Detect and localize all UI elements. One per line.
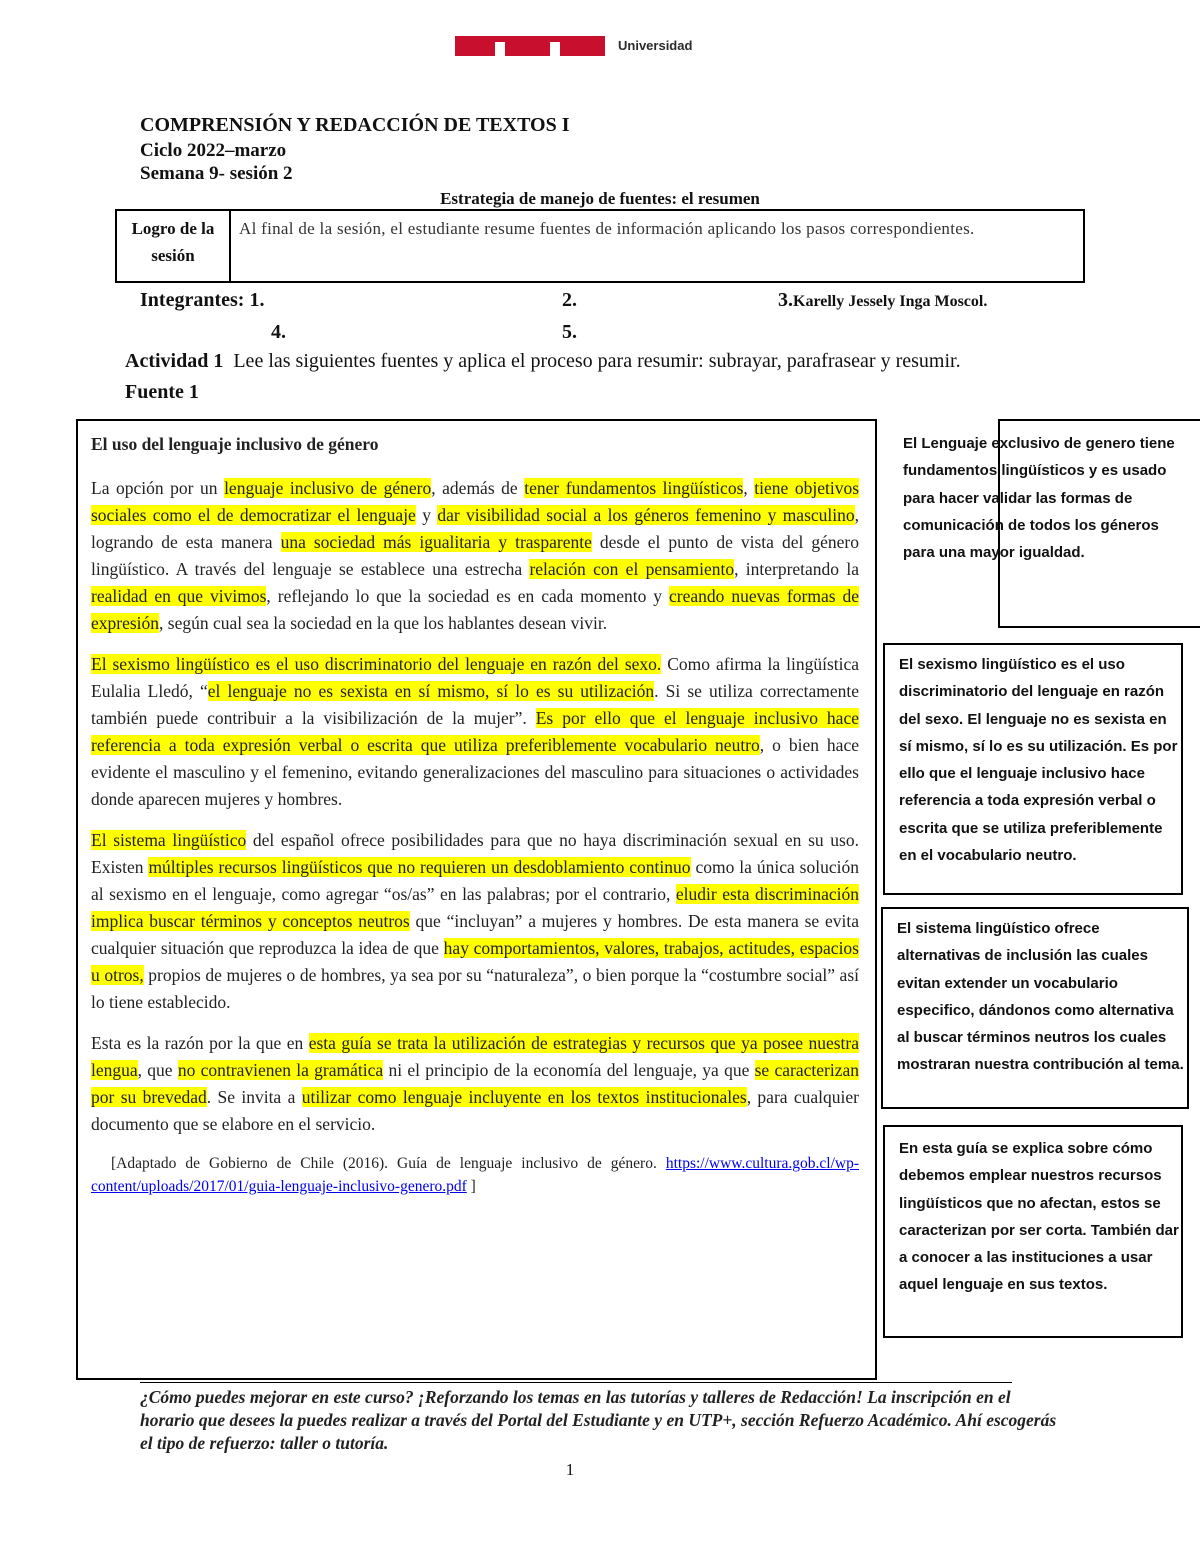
reference-close: ] (466, 1178, 476, 1195)
paragraph-text: , logrando de esta manera (91, 505, 860, 552)
summary-4: En esta guía se explica sobre cómo debemos emplear nuestros recursos lingüísticos que no afectan, estos se caracterizan por ser corta. También dar a conocer a las instituciones a usar aquel lenguaje en sus textos. (883, 1125, 1183, 1338)
highlighted-text: creando nuevas formas de expresión (91, 586, 859, 633)
paragraph-text: propios de mujeres o de hombres, ya sea por su “naturaleza”, o bien porque la “costumbre social” así lo tiene establecido. (91, 965, 859, 1012)
summary-1: El Lenguaje exclusivo de genero tiene fundamentos lingüísticos y es usado para hacer validar las formas de comunicación de todos los géneros para una mayor igualdad. (903, 435, 1175, 562)
highlighted-text: El sexismo lingüístico es el uso discriminatorio del lenguaje en razón del sexo. (91, 654, 662, 674)
source-label: Fuente 1 (125, 381, 199, 403)
member-2-number: 2. (562, 289, 577, 311)
logo-text: Universidad (618, 38, 693, 53)
week-session: Semana 9- sesión 2 (140, 163, 293, 184)
source-paragraph (91, 475, 859, 637)
paragraph-text: Esta es la razón por la que en (91, 1033, 309, 1053)
highlighted-text: relación con el pensamiento (529, 559, 735, 579)
footer-note: ¿Cómo puedes mejorar en este curso? ¡Reforzando los temas en las tutorías y talleres de Redacción! La inscripción en el horario que desees la puedes realizar a través del Portal del Estudiante y en UTP+, sección Refuerzo Académico. Ahí escogerás el tipo de refuerzo: taller o tutoría. (140, 1387, 1057, 1453)
highlighted-text: tiene objetivos sociales como el de democratizar el lenguaje (91, 478, 860, 525)
paragraph-text: . Se invita a (206, 1087, 302, 1107)
highlighted-text: hay comportamientos, valores, trabajos, actitudes, espacios u otros, (91, 938, 859, 985)
source-paragraph (91, 651, 859, 813)
source-reference (91, 1152, 859, 1198)
highlighted-text: realidad en que vivimos (91, 586, 267, 606)
paragraph-text: , reflejando lo que la sociedad es en cada momento y (266, 586, 670, 606)
highlighted-text: El sistema lingüístico (91, 830, 247, 850)
paragraph-text: , para cualquier documento que se elabore en el servicio. (91, 1087, 860, 1134)
highlighted-text: esta guía se trata la utilización de estrategias y recursos que ya posee nuestra lengua (91, 1033, 859, 1080)
highlighted-text: el lenguaje no es sexista en sí mismo, sí lo es su utilización (207, 681, 655, 701)
highlighted-text: dar visibilidad social a los géneros femenino y masculino (437, 505, 855, 525)
paragraph-text: y (415, 505, 438, 525)
activity-text: Lee las siguientes fuentes y aplica el proceso para resumir: subrayar, parafrasear y resumir. (233, 350, 961, 372)
highlighted-text: eludir esta discriminación implica buscar términos y conceptos neutros (91, 884, 860, 931)
highlighted-text: tener fundamentos lingüísticos (524, 478, 744, 498)
source-paragraph (91, 1030, 859, 1138)
member-3 (778, 289, 987, 312)
summary-3: El sistema lingüístico ofrece alternativas de inclusión las cuales evitan extender un vocabulario especifico, dándonos como alternativa al buscar términos neutros los cuales mostraran nuestra contribución al tema. (881, 907, 1189, 1109)
source-content (91, 431, 859, 1212)
highlighted-text: múltiples recursos lingüísticos que no requieren un desdoblamiento continuo (148, 857, 691, 877)
paragraph-text: ni el principio de la economía del lenguaje, ya que (383, 1060, 755, 1080)
paragraph-text: La opción por un (91, 478, 225, 498)
paragraph-text: . Si se utiliza correctamente también puede contribuir a la visibilización de la mujer”. (91, 681, 859, 728)
paragraph-text: , que (137, 1060, 178, 1080)
highlighted-text: se caracterizan por su brevedad (91, 1060, 859, 1107)
source-title: El uso del lenguaje inclusivo de género (91, 434, 379, 454)
utp-logo (455, 36, 605, 56)
member-4-number: 4. (271, 321, 286, 343)
course-title: COMPRENSIÓN Y REDACCIÓN DE TEXTOS I (140, 114, 570, 136)
logro-text: Al final de la sesión, el estudiante resume fuentes de información aplicando los pasos correspondientes. (230, 210, 1084, 282)
activity-line (125, 350, 961, 373)
strategy-title: Estrategia de manejo de fuentes: el resumen (440, 189, 760, 208)
paragraph-text: del español ofrece posibilidades para que no haya discriminación sexual en su uso. Existen (91, 830, 859, 877)
highlighted-text: no contravienen la gramática (177, 1060, 384, 1080)
logro-label: Logro de la sesión (116, 210, 230, 282)
logro-table (115, 209, 1085, 283)
integrantes-title: Integrantes: (140, 289, 245, 311)
reference-text: [Adaptado de Gobierno de Chile (2016). Guía de lenguaje inclusivo de género. (111, 1155, 657, 1172)
summary-2: El sexismo lingüístico es el uso discriminatorio del lenguaje en razón del sexo. El lenguaje no es sexista en sí mismo, sí lo es su utilización. Es por ello que el lenguaje inclusivo hace referencia a toda expresión verbal o escrita que se utiliza preferiblemente en el vocabulario neutro. (883, 643, 1183, 895)
paragraph-text: , (743, 478, 755, 498)
integrantes-label (140, 289, 264, 312)
highlighted-text: una sociedad más igualitaria y trasparente (280, 532, 592, 552)
paragraph-text: , según cual sea la sociedad en la que los hablantes desean vivir. (159, 613, 608, 633)
highlighted-text: lenguaje inclusivo de género (224, 478, 432, 498)
paragraph-text: Como afirma la lingüística Eulalia Lledó, “ (91, 654, 860, 701)
paragraph-text: , o bien hace evidente el masculino y el femenino, evitando generalizaciones del masculino para situaciones o actividades donde aparecen mujeres y hombres. (91, 735, 859, 809)
member-1-number: 1. (249, 289, 265, 311)
paragraph-text: , interpretando la (734, 559, 859, 579)
paragraph-text: que “incluyan” a mujeres y hombres. De esta manera se evita cualquier situación que reproduzca la idea de que (91, 911, 859, 958)
page-number: 1 (565, 1460, 575, 1479)
source-box (76, 419, 877, 1380)
paragraph-text: , además de (431, 478, 525, 498)
reference-link[interactable]: https://www.cultura.gob.cl/wp-content/uploads/2017/01/guia-lenguaje-inclusivo-genero.pdf (91, 1155, 859, 1195)
highlighted-text: utilizar como lenguaje incluyente en los textos institucionales (301, 1087, 747, 1107)
paragraph-text: desde el punto de vista del género lingüístico. A través del lenguaje se establece una estrecha (91, 532, 859, 579)
member-3-name: Karelly Jessely Inga Moscol. (793, 293, 988, 310)
cycle: Ciclo 2022–marzo (140, 140, 287, 161)
highlighted-text: Es por ello que el lenguaje inclusivo hace referencia a toda expresión verbal o escrita que utiliza preferiblemente vocabulario neutro (91, 708, 859, 755)
member-3-number: 3. (778, 289, 793, 311)
paragraph-text: como la única solución al sexismo en el lenguaje, como agregar “os/as” en las palabras; por el contrario, (91, 857, 859, 904)
source-paragraph (91, 827, 859, 1016)
source-paragraphs (91, 475, 859, 1138)
footer-divider (140, 1382, 1012, 1383)
member-5-number: 5. (562, 321, 577, 343)
activity-label: Actividad 1 (125, 350, 224, 372)
